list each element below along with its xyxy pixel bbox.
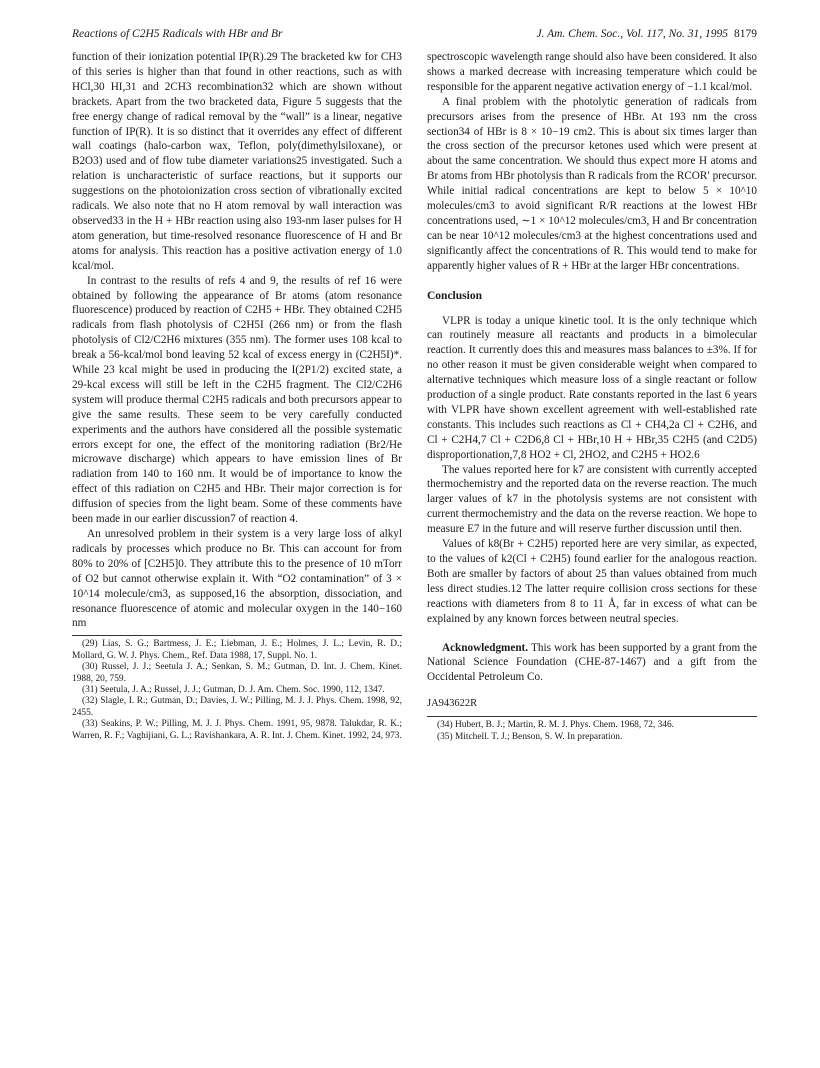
- reference: (30) Russel, J. J.; Seetula J. A.; Senkan, S. M.; Gutman, D. Int. J. Chem. Kinet. 1988, 20, 759.: [72, 662, 402, 684]
- reference: (32) Slagle, I. R.; Gutman, D.; Davies, J. W.; Pilling, M. J. J. Phys. Chem. 1998, 92, 2455.: [72, 696, 402, 718]
- paragraph: spectroscopic wavelength range should also have been considered. It also shows a marked decrease with increasing temperature which could be responsible for the apparent negative activation energy of −1.1 kcal/mol.: [427, 51, 757, 93]
- journal-citation: [536, 28, 757, 40]
- reference: (29) Lias, S. G.; Bartmess, J. E.; Liebman, J. E.; Holmes, J. L.; Levin, R. D.; Mollard, G. W. J. Phys. Chem., Ref. Data 1988, 17, Suppl. No. 1.: [72, 639, 402, 661]
- footnote-references: [72, 635, 402, 742]
- manuscript-code: JA943622R: [427, 698, 478, 710]
- reference: (31) Seetula, J. A.; Russel, J. J.; Gutman, D. J. Am. Chem. Soc. 1990, 112, 1347.: [82, 684, 385, 695]
- acknowledgment-heading: Acknowledgment.: [442, 641, 529, 654]
- paragraph: function of their ionization potential IP(R).29 The bracketed kw for CH3 of this series is higher than that found in other reactions, such as with HCl,30 HI,31 and 2CH3 recombination32 which are shown without brackets. Apart from the two bracketed data, Figure 5 suggests that the free energy change of radical removal by the “wall” is a linear, negative function of IP(R). It is so distinct that it overrides any effect of different wall coatings (halo-carbon wax, Teflon, poly(dimethylsiloxane), or B2O3) used and of flow tube diameter variations25 investigated. Such a relation is uncharacteristic of surface reactions, but it supports our suggestions on the photoionization cross section of vibrationally excited radicals. We also note that no H atom removal by wall interaction was observed33 in the H + HBr reaction using also 193-nm laser pulses for H atom generation, but time-resolved resonance fluorescence of H and Br atoms for analysis. This reaction has a positive activation energy of 1.0 kcal/mol.: [72, 51, 402, 272]
- section-heading-conclusion: Conclusion: [427, 289, 482, 302]
- journal-name: J. Am. Chem. Soc., Vol. 117, No. 31, 1995: [536, 28, 728, 40]
- footnote-references: [427, 716, 757, 743]
- acknowledgment-text: This work has been supported by a grant from the National Science Foundation (CHE-87-1467) and a gift from the Occidental Petroleum Co.: [427, 641, 757, 684]
- page-number: 8179: [734, 28, 757, 40]
- running-title: Reactions of C2H5 Radicals with HBr and Br: [72, 28, 283, 40]
- left-column: [72, 50, 402, 742]
- acknowledgment: [427, 641, 757, 686]
- running-header: [72, 28, 757, 46]
- paragraph: A final problem with the photolytic generation of radicals from precursors arises from the presence of HBr. At 193 nm the cross section34 of HBr is 8 × 10−19 cm2. This is about six times larger than the cross section of the precursor ketones used which were present at about the same concentration. We should thus expect more H atoms and Br atoms from HBr photolysis than R radicals from the RCOR′ precursor. While initial radical concentrations are kept to below 5 × 10^10 molecules/cm3 to avoid significant R/R reactions at the lowest HBr concentrations used, ∼1 × 10^12 molecules/cm3, H and Br concentration can be near 10^12 molecules/cm3 at the highest concentrations used and significantly affect the concentrations of R. This would tend to make for apparently higher values of R + HBr at the larger HBr concentrations.: [427, 95, 757, 272]
- paragraph: VLPR is today a unique kinetic tool. It is the only technique which can routinely measure all reactants and products in a bimolecular reaction. It currently does this and measures mass balances to ±3%. If for no other reason it must be given considerable weight when compared to alternative techniques which measure loss of a single reactant or follow production of a single product. Rate constants reported in the last 6 years with VLPR have shown excellent agreement with well-established rate constants. This includes such reactions as Cl + CH4,2a Cl + C2H6, and Cl + C2H4,7 Cl + C2D6,8 Cl + HBr,10 H + HBr,35 C2H5 (and C2D5) disproportionation,7,8 HO2 + Cl, 2HO2, and C2H5 + HO2.6: [427, 314, 757, 461]
- reference: (35) Mitchell. T. J.; Benson, S. W. In preparation.: [437, 731, 623, 742]
- reference: (34) Hubert, B. J.; Martin, R. M. J. Phys. Chem. 1968, 72, 346.: [437, 720, 674, 731]
- paragraph: Values of k8(Br + C2H5) reported here are very similar, as expected, to the values of k2(Cl + C2H5) found earlier for the analogous reaction. Both are smaller by factors of about 25 than values obtained from much less direct studies.12 The latter require collision cross sections for these reactions with diameters from 8 to 11 Å, far in excess of what can be explained by any known forces between neutral species.: [427, 538, 757, 625]
- right-column: [427, 50, 757, 743]
- paragraph: An unresolved problem in their system is a very large loss of alkyl radicals by processes which produce no Br. This can account for from 80% to 20% of [C2H5]0. They attribute this to the presence of 10 mTorr of O2 but cannot otherwise explain it. With “O2 contamination” of 3 × 10^14 molecule/cm3, as supposed,16 the absorption, dissociation, and resonance fluorescence of atomic and molecular oxygen in the 140−160 nm: [72, 528, 402, 630]
- paragraph: In contrast to the results of refs 4 and 9, the results of ref 16 were obtained by following the appearance of Br atoms (atom resonance fluorescence) produced by reaction of C2H5 + HBr. They obtained C2H5 radicals from flash photolysis of C2H5I (266 nm) or from the flash photolysis of Cl2/C2H6 mixtures (355 nm). The former uses 108 kcal to break a 56-kcal/mol bond leaving 52 kcal of excess energy in (C2H5I)*. While 23 kcal might be used in producing the I(2P1/2) excited state, a 29-kcal excess will still be left in the C2H5 fragment. The Cl2/C2H6 system will produce thermal C2H5 radicals and both precursors appear to give the same results. These seem to be very carefully conducted experiments and the authors have considered all the possible systematic errors except for one, the effect of the monitoring radiation (Br2/He microwave discharge) which appears to have emission lines of Br radiation from 140 to 160 nm. It would be of importance to know the effect of this radiation on C2H5 and HBr. Their major correction is for diffusion of species from the light beam. Some of these comments have been made in our earlier discussion7 of reaction 4.: [72, 274, 402, 526]
- paragraph: The values reported here for k7 are consistent with currently accepted thermochemistry and the reported data on the reverse reaction. The much larger values of k7 in the photolysis systems are not consistent with current thermochemistry and the data on the reverse reaction. We hope to measure E7 in the future and will reserve further discussion until then.: [427, 463, 757, 536]
- reference: (33) Seakins, P. W.; Pilling, M. J. J. Phys. Chem. 1991, 95, 9878. Talukdar, R. K.; Warren, R. F.; Vaghijiani, G. L.; Ravishankara, A. R. Int. J. Chem. Kinet. 1992, 24, 973.: [72, 719, 402, 741]
